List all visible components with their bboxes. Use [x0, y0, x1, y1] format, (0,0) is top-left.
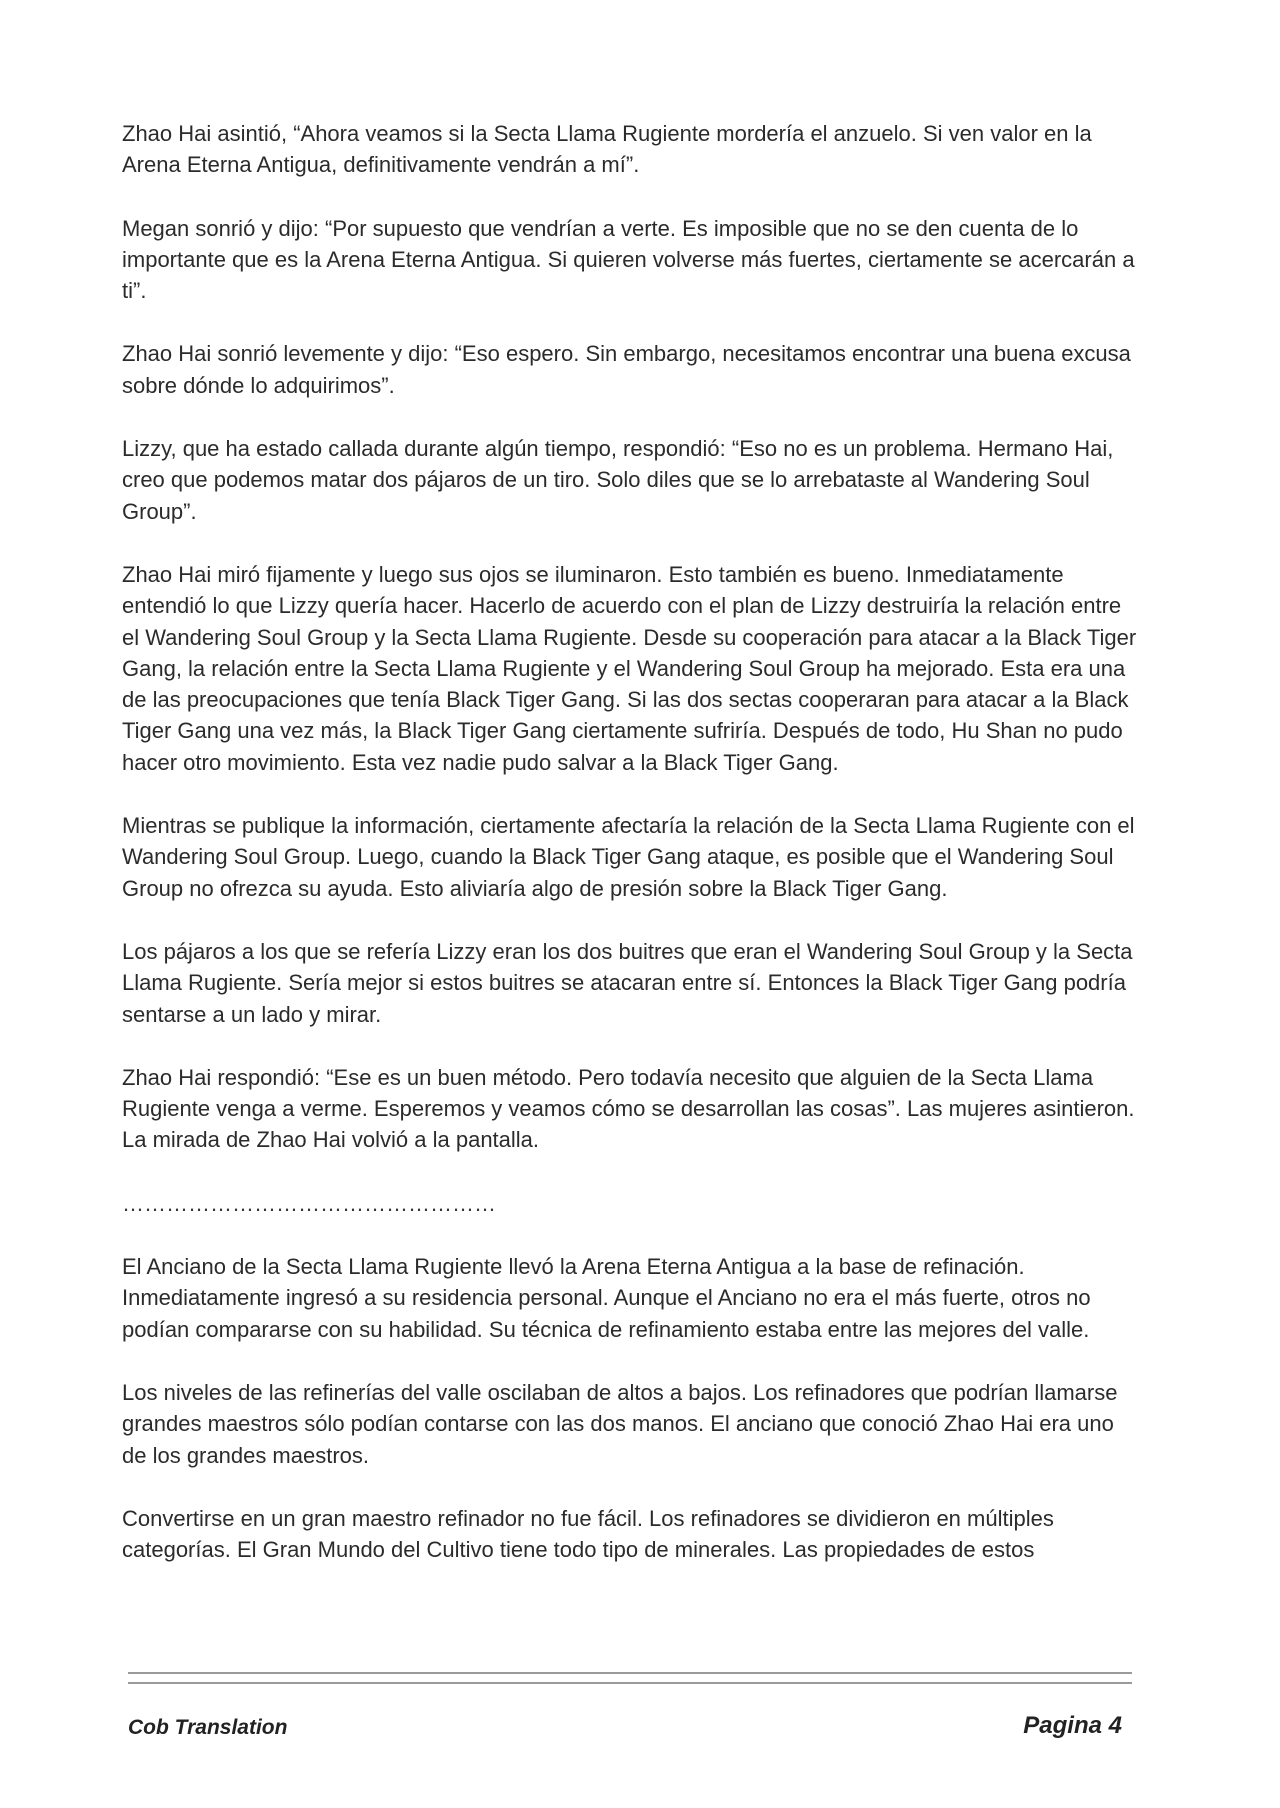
footer-credit: Cob Translation [128, 1716, 288, 1739]
paragraph: Zhao Hai respondió: “Ese es un buen método. Pero todavía necesito que alguien de la Secta Llama Rugiente venga a verme. Esperemos y veamos cómo se desarrollan las cosas”. Las mujeres asintieron. La mirada de Zhao Hai volvió a la pantalla. [122, 1064, 1135, 1153]
footer-divider-top [128, 1672, 1132, 1674]
paragraph: Zhao Hai miró fijamente y luego sus ojos se iluminaron. Esto también es bueno. Inmediatamente entendió lo que Lizzy quería hacer. Hacerlo de acuerdo con el plan de Lizzy destruiría la relación entre el Wandering Soul Group y la Secta Llama Rugiente. Desde su cooperación para atacar a la Black Tiger Gang, la relación entre la Secta Llama Rugiente y el Wandering Soul Group ha mejorado. Esta era una de las preocupaciones que tenía Black Tiger Gang. Si las dos sectas cooperaran para atacar a la Black Tiger Gang una vez más, la Black Tiger Gang ciertamente sufriría. Después de todo, Hu Shan no pudo hacer otro movimiento. Esta vez nadie pudo salvar a la Black Tiger Gang. [122, 561, 1137, 775]
section-separator: …………………………………………… [122, 1190, 496, 1216]
body-text [122, 118, 1140, 1597]
paragraph: Los pájaros a los que se refería Lizzy eran los dos buitres que eran el Wandering Soul Group y la Secta Llama Rugiente. Sería mejor si estos buitres se atacaran entre sí. Entonces la Black Tiger Gang podría sentarse a un lado y mirar. [122, 938, 1133, 1027]
paragraph: El Anciano de la Secta Llama Rugiente llevó la Arena Eterna Antigua a la base de refinación. Inmediatamente ingresó a su residencia personal. Aunque el Anciano no era el más fuerte, otros no podían compararse con su habilidad. Su técnica de refinamiento estaba entre las mejores del valle. [122, 1254, 1091, 1342]
paragraph: Zhao Hai asintió, “Ahora veamos si la Secta Llama Rugiente mordería el anzuelo. Si ven valor en la Arena Eterna Antigua, definitivamente vendrán a mí”. [122, 121, 1092, 178]
paragraph: Convertirse en un gran maestro refinador no fue fácil. Los refinadores se dividieron en múltiples categorías. El Gran Mundo del Cultivo tiene todo tipo de minerales. Las propiedades de estos [122, 1505, 1054, 1563]
paragraph: Megan sonrió y dijo: “Por supuesto que vendrían a verte. Es imposible que no se den cuenta de lo importante que es la Arena Eterna Antigua. Si quieren volverse más fuertes, ciertamente se acercarán a ti”. [122, 215, 1135, 304]
paragraph: Zhao Hai sonrió levemente y dijo: “Eso espero. Sin embargo, necesitamos encontrar una buena excusa sobre dónde lo adquirimos”. [122, 341, 1131, 398]
paragraph: Mientras se publique la información, ciertamente afectaría la relación de la Secta Llama Rugiente con el Wandering Soul Group. Luego, cuando la Black Tiger Gang ataque, es posible que el Wandering Soul Group no ofrezca su ayuda. Esto aliviaría algo de presión sobre la Black Tiger Gang. [122, 813, 1135, 901]
footer-divider-bottom [128, 1682, 1132, 1684]
page-number: Pagina 4 [1023, 1712, 1122, 1739]
paragraph: Los niveles de las refinerías del valle oscilaban de altos a bajos. Los refinadores que podrían llamarse grandes maestros sólo podían contarse con las dos manos. El anciano que conoció Zhao Hai era uno de los grandes maestros. [122, 1379, 1118, 1468]
paragraph: Lizzy, que ha estado callada durante algún tiempo, respondió: “Eso no es un problema. Hermano Hai, creo que podemos matar dos pájaros de un tiro. Solo diles que se lo arrebataste al Wandering Soul Group”. [122, 436, 1114, 524]
